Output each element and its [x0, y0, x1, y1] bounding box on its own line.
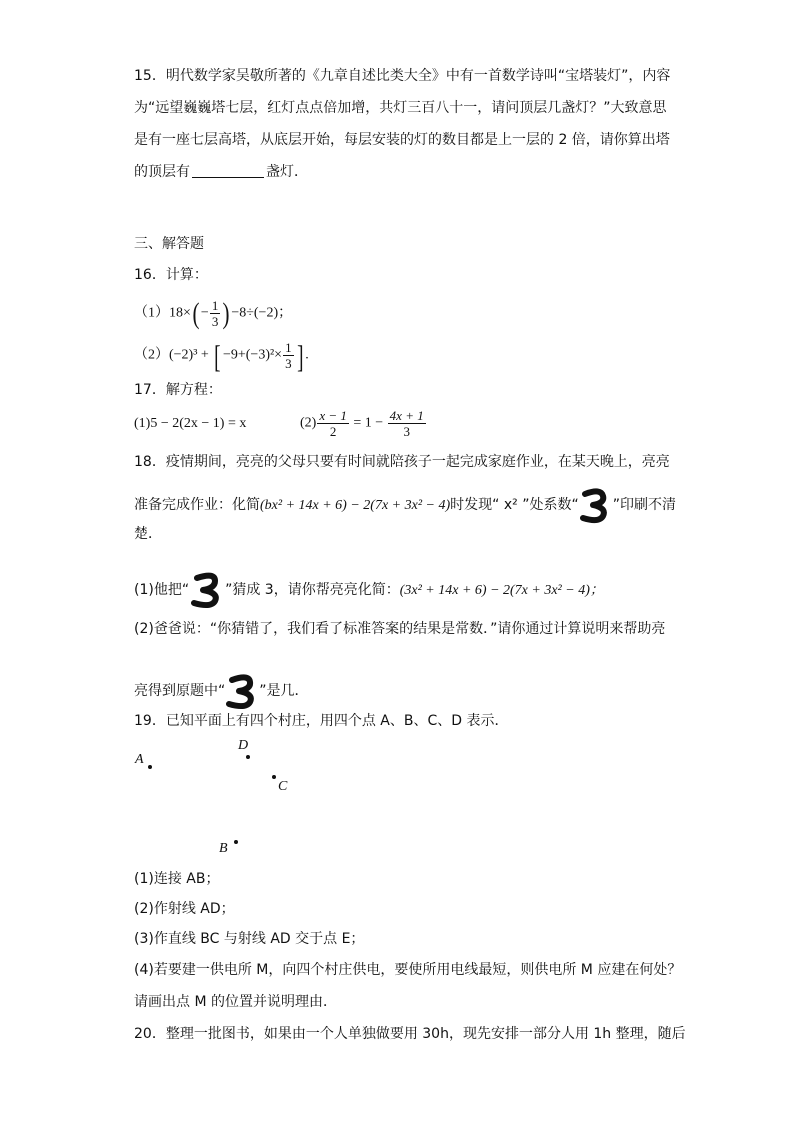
point-label-d: D: [238, 738, 249, 753]
q19-title: 19．已知平面上有四个村庄，用四个点 A、B、C、D 表示．: [134, 713, 509, 729]
q18-p1-mid: ”猜成 3，请你帮亮亮化简：: [225, 582, 400, 598]
q19-step1: (1)连接 AB；: [134, 871, 220, 887]
q18-line2-mid: 时发现“ x² ”处系数“: [450, 497, 579, 513]
q15-line4-post: 盏灯．: [266, 164, 308, 180]
q19-step4-line1: (4)若要建一供电所 M，向四个村庄供电，要使所用电线最短，则供电所 M 应建在何处？: [134, 962, 682, 978]
q20-line1: 20．整理一批图书，如果由一个人单独做要用 30h，现先安排一部分人用 1h 整理，随后: [134, 1026, 686, 1042]
q18-p2-line2-post: ”是几．: [259, 683, 309, 699]
q18-part1: [134, 570, 604, 610]
q16-part1: [134, 298, 292, 329]
frac-den: 3: [211, 314, 219, 329]
q16-p2-a: (−2)³ +: [169, 347, 213, 363]
q15-line4-pre: 的顶层有: [134, 164, 190, 180]
bracket-left: [: [214, 337, 221, 374]
q19-step2: (2)作射线 AD；: [134, 901, 235, 917]
frac-den: 3: [403, 424, 410, 439]
point-label-a: A: [135, 752, 144, 767]
q18-line3: 楚．: [134, 526, 162, 542]
bracket-right: ]: [296, 337, 304, 374]
frac-num: 4x + 1: [389, 408, 424, 423]
frac-num: 1: [211, 298, 219, 313]
q18-p2-line2-pre: 亮得到原题中“: [134, 683, 226, 699]
q18-p1-expr: (3x² + 14x + 6) − 2(7x + 3x² − 4)；: [399, 583, 604, 598]
q16-part2: [134, 337, 309, 374]
smudged-coefficient-icon: [579, 486, 613, 524]
q18-p1-pre: (1)他把“: [134, 582, 190, 598]
q15-line2: 为“远望巍巍塔七层，红灯点点倍加增，共灯三百八十一，请问顶层几盏灯？”大致意思: [134, 100, 667, 116]
q18-line1: 18．疫情期间，亮亮的父母只要有时间就陪孩子一起完成家庭作业，在某天晚上，亮亮: [134, 454, 670, 470]
fraction: [283, 340, 294, 371]
q19-step3: (3)作直线 BC 与射线 AD 交于点 E；: [134, 931, 365, 947]
q17-title: 17．解方程：: [134, 382, 222, 398]
fraction: [388, 408, 426, 439]
smudged-coefficient-icon: [225, 672, 259, 710]
q15-line3: 是有一座七层高塔，从底层开始，每层安装的灯的数目都是上一层的 2 倍，请你算出塔: [134, 132, 670, 148]
section-title: 三、解答题: [134, 236, 204, 252]
q18-part2-line1: (2)爸爸说：“你猜错了，我们看了标准答案的结果是常数．”请你通过计算说明来帮助亮: [134, 621, 666, 637]
point-c: [272, 775, 276, 779]
q16-p2-inner: −9+(−3)²×: [222, 347, 283, 363]
q16-p1-a: 18×: [169, 305, 191, 321]
q19-step4-line2: 请画出点 M 的位置并说明理由．: [134, 994, 337, 1010]
point-a: [148, 765, 152, 769]
q15-line4: [134, 162, 308, 182]
q16-p2-label: （2）: [134, 347, 169, 363]
q17-part2: [300, 408, 427, 439]
q18-line2-expr: (bx² + 14x + 6) − 2(7x + 3x² − 4): [260, 498, 451, 513]
q18-line2-post: ”印刷不清: [612, 497, 676, 513]
q18-line2-pre: 准备完成作业：化简: [134, 497, 260, 513]
q15-line1: 15．明代数学家吴敬所著的《九章自述比类大全》中有一首数学诗叫“宝塔装灯”，内容: [134, 68, 671, 84]
smudged-coefficient-icon: [189, 570, 225, 610]
q18-line2: [134, 486, 676, 524]
frac-den: 3: [285, 356, 292, 371]
point-label-c: C: [278, 779, 288, 794]
point-d: [246, 755, 250, 759]
paren-left: (: [192, 296, 200, 330]
paren-right: ): [222, 296, 230, 330]
fraction: [317, 408, 349, 439]
frac-den: 2: [329, 424, 337, 439]
q17-part1: (1)5 − 2(2x − 1) = x: [134, 416, 247, 431]
q16-p1-minus: −: [200, 305, 209, 321]
q16-p1-b: −8÷(−2)；: [231, 305, 293, 321]
frac-num: 1: [285, 340, 292, 355]
point-label-b: B: [219, 841, 228, 856]
q16-title: 16．计算：: [134, 267, 208, 283]
q16-p1-label: （1）: [134, 305, 169, 321]
answer-blank[interactable]: [192, 163, 264, 178]
frac-num: x − 1: [319, 408, 347, 423]
q17-p2-mid: = 1 −: [353, 415, 384, 431]
q18-part2-line2: [134, 672, 309, 710]
q17-p2-label: (2): [300, 415, 317, 431]
fraction: [210, 298, 221, 329]
point-b: [234, 840, 238, 844]
q16-p2-end: .: [305, 347, 309, 363]
